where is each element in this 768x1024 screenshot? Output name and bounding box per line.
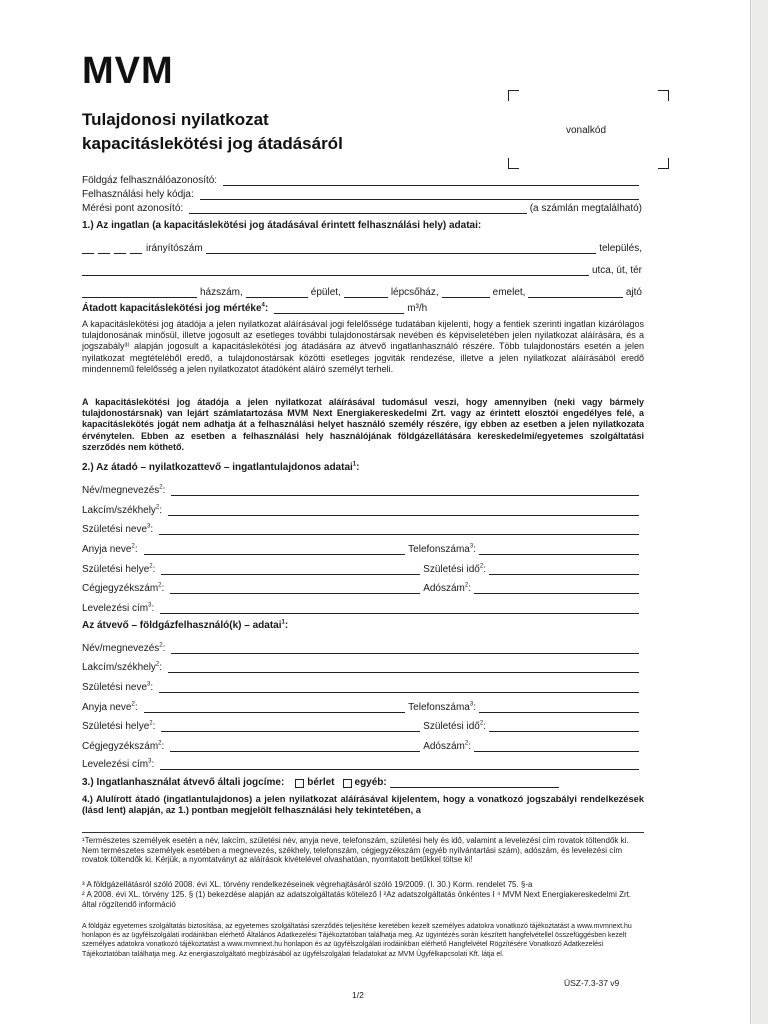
giver-birthdate-label: Születési idő$^2$: [423,563,486,575]
zip-row [82,240,642,254]
section-2-heading: 2.) Az átadó – nyilatkozattevő – ingatlantulajdonos adatai$^1$: [82,461,360,473]
footnote-divider [82,832,644,833]
receiver-birthdate-field[interactable] [489,721,639,732]
staircase-field[interactable] [344,287,388,298]
street-label: utca, út, tér [591,265,642,276]
site-code-row [82,186,642,200]
giver-mail-row [82,600,642,614]
receiver-sup: 1 [281,619,285,626]
giver-regno-label: Cégjegyzékszám$^2$: [82,582,165,594]
sup: 2 [149,563,153,570]
barcode-corner-tr [658,90,669,101]
giver-phone-label: Telefonszáma$^3$: [408,543,476,555]
receiver-birthname-text: Születési neve [82,682,148,693]
giver-birthplace-row [82,561,642,575]
receiver-name-text: Név/megnevezés [82,643,160,654]
sup: 3 [147,523,151,530]
receiver-regno-row [82,738,642,752]
giver-birthplace-text: Születési helye [82,564,150,575]
sup: 2 [159,642,163,649]
receiver-birthdate-label: Születési idő$^2$: [423,720,486,732]
lease-checkbox[interactable] [295,779,304,788]
house-number-label: házszám, [200,287,243,298]
receiver-mail-text: Levelezési cím [82,759,149,770]
giver-birthname-field[interactable] [159,524,639,535]
giver-name-row [82,482,642,496]
giver-birthname-text: Születési neve [82,524,148,535]
floor-label: emelet, [492,287,526,298]
section-3-row [82,774,562,788]
giver-mother-row [82,541,642,555]
warning-paragraph: A kapacitáslekötési jog átadója a jelen nyilatkozat aláírásával tudomásul veszi, hogy amennyiben (neki vagy bármely tulajdonostársnak) van lejárt számlatartozása MVM Next Energiakereskedelmi Zrt. vagy az érintett elosztói engedélyes felé, a kapacitáslekötés jogát nem adhatja át a felhasználási helyet használó személy részére, így ebben az esetben a jelen nyilatkozata érvénytelen. Ebben az esetben a felhasználási hely használójának földgázellátására kereskedelmi/egyetemes szolgáltatási szerződés nem köthető. [82,397,644,452]
zip-label: irányítószám [146,243,203,254]
other-label: egyéb: [354,777,387,788]
section-3-heading: 3.) Ingatlanhasználat átvevő általi jogcíme: [82,777,285,788]
settlement-label: település, [599,243,642,254]
giver-name-text: Név/megnevezés [82,485,160,496]
receiver-mail-row [82,756,642,770]
address-detail-row [82,284,642,298]
barcode-label: vonalkód [566,125,607,136]
receiver-birthname-field[interactable] [159,682,639,693]
giver-birthdate-field[interactable] [489,564,639,575]
sup: 3 [147,681,151,688]
zip-digit-3[interactable] [114,243,126,254]
building-field[interactable] [246,287,308,298]
sup: 3 [469,701,474,708]
meter-id-label: Mérési pont azonosító: [82,203,184,214]
other-checkbox[interactable] [343,779,352,788]
giver-phone-text: Telefonszáma [408,544,470,555]
capacity-unit: m³/h [407,303,428,314]
door-label: ajtó [625,287,642,298]
declaration-paragraph: A kapacitáslekötési jog átadója a jelen nyilatkozat aláírásával jogi felelőssége tudatában kijelenti, hogy a fentiek szerinti ingatlan kizárólagos tulajdonosának minősül, illetve jogosult az esetleges további tulajdonostársak nevében és képviseletében jelen nyilatkozat aláírására, és a jogszabály³⁾ alapján jogosult a kapacitáslekötési jog átadására az átvevő ingatlanhasználó részére. Több tulajdonostárs esetén a jelen nyilatkozat megtételéből eredő, a tulajdonostársak közötti esetleges jogviták rendezése, illetve a jelen nyilatkozat aláírásából eredő mindennemű felelősség a jelen nyilatkozatot átadóként aláíró személyt terheli. [82,319,644,374]
receiver-birthplace-label: Születési helye$^2$: [82,720,156,732]
receiver-address-label: Lakcím/székhely$^2$: [82,661,163,673]
sup: 2 [155,504,160,511]
receiver-mother-text: Anyja neve [82,702,132,713]
meter-id-row [82,200,642,214]
sup: 2 [158,582,162,589]
receiver-birthplace-row [82,718,642,732]
sup: 2 [479,563,484,570]
settlement-field[interactable] [206,243,597,254]
giver-birthname-row [82,521,642,535]
title-line-1: Tulajdonosi nyilatkozat [82,110,269,129]
capacity-label: Átadott kapacitáslekötési jog mértéke$^4$: [82,302,269,314]
floor-field[interactable] [442,287,490,298]
receiver-address-row [82,659,642,673]
consumer-id-row [82,172,642,186]
receiver-regno-field[interactable] [170,741,420,752]
page-number: 1/2 [352,990,364,1000]
sup: 2 [149,720,153,727]
giver-address-text: Lakcím/székhely [82,505,156,516]
sup: 2 [131,701,135,708]
giver-address-field[interactable] [168,505,639,516]
giver-birthplace-label: Születési helye$^2$: [82,563,156,575]
zip-digit-4[interactable] [130,243,142,254]
barcode-corner-tl [508,90,519,101]
title-line-2: kapacitáslekötési jog átadásáról [82,134,343,153]
capacity-sup: 4 [261,302,265,309]
receiver-taxno-label: Adószám$^2$: [423,740,471,752]
receiver-address-field[interactable] [168,662,639,673]
receiver-taxno-field[interactable] [474,741,639,752]
meter-id-note: (a számlán megtalálható) [529,203,642,214]
consumer-id-field[interactable] [223,175,639,186]
receiver-address-text: Lakcím/székhely [82,662,156,673]
giver-mother-field[interactable] [144,544,406,555]
staircase-label: lépcsőház, [390,287,439,298]
receiver-birthplace-text: Születési helye [82,721,150,732]
giver-birthplace-field[interactable] [161,564,420,575]
sup: 2 [155,661,160,668]
giver-mother-label: Anyja neve$^2$: [82,543,138,555]
mvm-logo: MVM [82,50,174,92]
street-row [82,262,642,276]
receiver-phone-label: Telefonszáma$^3$: [408,701,476,713]
sup: 2 [464,740,469,747]
document-title [82,108,343,156]
building-label: épület, [310,287,341,298]
capacity-row [82,300,462,314]
sup: 2 [159,484,163,491]
receiver-birthdate-text: Születési idő [423,721,480,732]
receiver-name-field[interactable] [171,643,639,654]
sup: 2 [158,740,162,747]
other-field[interactable] [390,777,559,788]
site-code-field[interactable] [200,189,639,200]
receiver-phone-field[interactable] [479,702,639,713]
receiver-taxno-text: Adószám [423,741,465,752]
footnote-2: ³ A földgázellátásról szóló 2008. évi XL. törvény rendelkezéseinek végrehajtásáról szóló 19/2009. (I. 30.) Korm. rendelet 75. §-a [82,880,533,889]
footnote-3: ² A 2008. évi XL. törvény 125. § (1) bekezdése alapján az adatszolgáltatás kötelező I ²Az adatszolgáltatás önkéntes I ⁴ MVM Next Energiakereskedelmi Zrt. által rögzítendő információ [82,890,632,909]
section-1-heading: 1.) Az ingatlan (a kapacitáslekötési jog átadásával érintett felhasználási hely) adatai: [82,220,482,231]
receiver-mail-label: Levelezési cím$^3$: [82,758,155,770]
giver-mother-text: Anyja neve [82,544,132,555]
receiver-phone-text: Telefonszáma [408,702,470,713]
sup: 3 [148,758,152,765]
barcode-corner-bl [508,158,519,169]
giver-taxno-label: Adószám$^2$: [423,582,471,594]
scan-edge [752,0,768,1024]
receiver-mother-row [82,699,642,713]
door-field[interactable] [528,287,622,298]
receiver-birthplace-field[interactable] [161,721,420,732]
giver-name-field[interactable] [171,485,639,496]
zip-digit-2[interactable] [98,243,110,254]
receiver-name-label: Név/megnevezés$^2$: [82,642,166,654]
giver-birthname-label: Születési neve$^3$: [82,523,154,535]
sup: 2 [464,582,469,589]
giver-address-row [82,502,642,516]
giver-taxno-text: Adószám [423,583,465,594]
receiver-birthname-row [82,679,642,693]
section-2-heading-text: 2.) Az átadó – nyilatkozattevő – ingatlantulajdonos adatai [82,462,353,473]
receiver-name-row [82,640,642,654]
capacity-label-text: Átadott kapacitáslekötési jog mértéke [82,303,262,314]
receiver-mother-field[interactable] [144,702,406,713]
street-field[interactable] [82,265,589,276]
giver-mail-field[interactable] [160,603,639,614]
giver-phone-field[interactable] [479,544,639,555]
form-code: ÜSZ-7.3-37 v9 [564,978,620,988]
receiver-regno-text: Cégjegyzékszám [82,741,159,752]
giver-birthdate-text: Születési idő [423,564,480,575]
section-2-sup: 1 [352,461,357,468]
giver-name-label: Név/megnevezés$^2$: [82,484,166,496]
sup: 3 [469,543,474,550]
giver-mail-label: Levelezési cím$^3$: [82,602,155,614]
receiver-mother-label: Anyja neve$^2$: [82,701,138,713]
receiver-regno-label: Cégjegyzékszám$^2$: [82,740,165,752]
giver-regno-field[interactable] [170,583,420,594]
sup: 2 [479,720,484,727]
zip-digit-1[interactable] [82,243,94,254]
giver-regno-text: Cégjegyzékszám [82,583,159,594]
consumer-id-label: Földgáz felhasználóazonosító: [82,175,218,186]
lease-label: bérlet [307,777,335,788]
giver-taxno-field[interactable] [474,583,639,594]
footnote-1: ¹Természetes személyek esetén a név, lakcím, születési név, anyja neve, telefonszám, születési hely és idő, valamint a levelezési cím rovatok töltendők ki. Nem természetes személyek esetében a megnevezés, székhely, telefonszám, cégjegyzékszám (egyéb nyilvántartási szám), adószám, és levelezési cím rovatok töltendők ki. Kérjük, a nyomtatványt az aláírások kivételével olvashatóan, nyomtatott betűkkel töltse ki! [82,836,629,865]
giver-regno-row [82,580,642,594]
receiver-birthname-label: Születési neve$^3$: [82,681,154,693]
sup: 3 [148,602,152,609]
receiver-heading: Az átvevő – földgázfelhasználó(k) – adatai$^1$: [82,619,289,631]
meter-id-field[interactable] [189,203,527,214]
house-number-field[interactable] [82,287,197,298]
giver-mail-text: Levelezési cím [82,603,149,614]
receiver-mail-field[interactable] [160,759,639,770]
section-4-text: 4.) Alulírott átadó (ingatlantulajdonos) a jelen nyilatkozat aláírásával kijelentem, hogy a vonatkozó jogszabályi rendelkezések (lásd lent) alapján, az 1.) pontban megjelölt felhasználási hely tekintetében, a [82,794,644,816]
sup: 2 [131,543,135,550]
giver-address-label: Lakcím/székhely$^2$: [82,504,163,516]
capacity-field[interactable] [274,303,404,314]
site-code-label: Felhasználási hely kódja: [82,189,194,200]
receiver-heading-text: Az átvevő – földgázfelhasználó(k) – adatai [82,620,282,631]
barcode-corner-br [658,158,669,169]
privacy-notice: A földgáz egyetemes szolgáltatás biztosítása, az egyetemes szolgáltatási szerződés teljesítése keretében kezelt személyes adatokra vonatkozó tájékoztatást a www.mvmnext.hu honlapon és az ügyfélszolgálati irodáinkban elérhető Általános Adatkezelési Tájékoztatóban találhatja meg. Az ügyintézés során készített hangfelvétellel összefüggésben kezelt személyes adatokra vonatkozó tájékoztatást a www.mvmnext.hu honlapon és az ügyfélszolgálati irodáinkban elérhető Hangfelvétel Rögzítésére Vonatkozó Adatkezelési Tájékoztatóban találhatja meg. Az energiaszolgáltató megbízásából az ügyfélszolgálati feladatokat az MVM Ügyfélkapcsolati Kft. látja el. [82,923,632,958]
